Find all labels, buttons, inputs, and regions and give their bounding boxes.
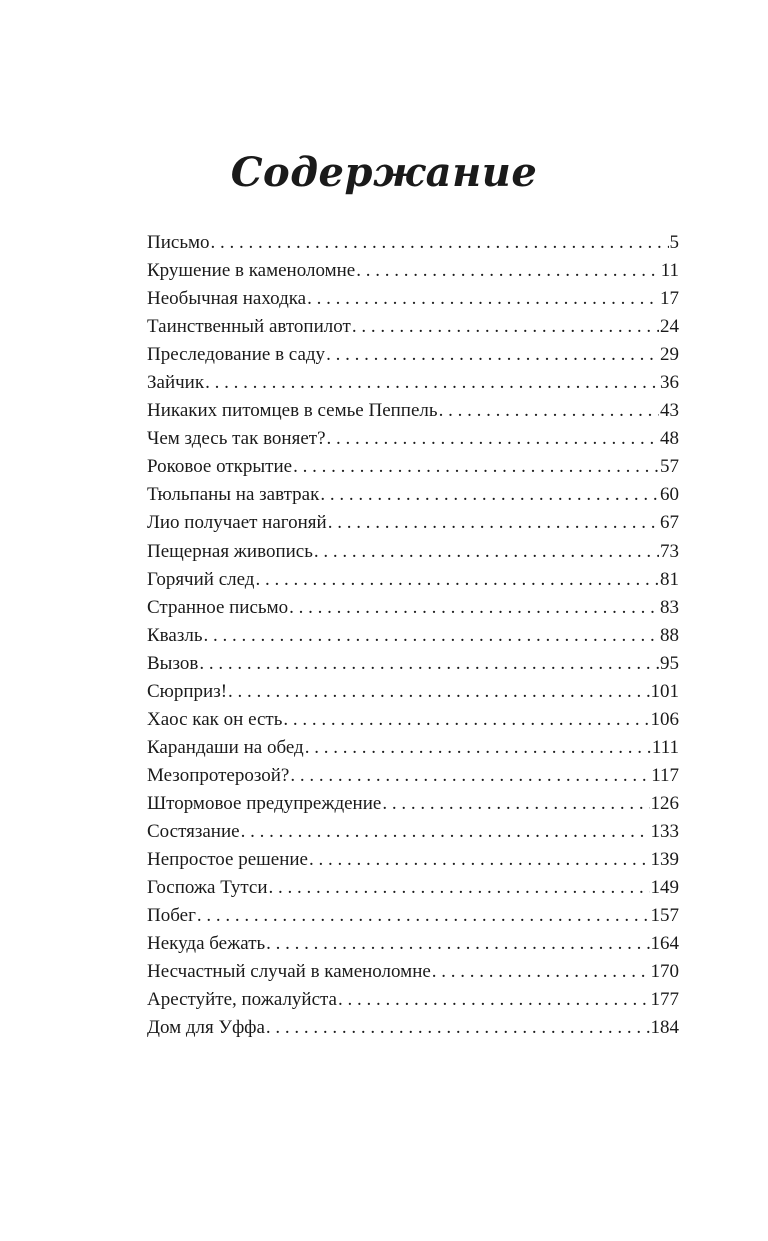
toc-entry xyxy=(147,509,679,537)
toc-entry-title: Роковое открытие xyxy=(147,456,293,478)
toc-entry xyxy=(147,902,679,930)
toc-entry-page-number: 73 xyxy=(660,540,679,562)
toc-entry-page-number: 60 xyxy=(660,484,679,506)
dot-leader xyxy=(314,538,659,566)
dot-leader xyxy=(211,229,669,257)
toc-entry-title: Зайчик xyxy=(147,372,205,394)
toc-entry-page-number: 17 xyxy=(660,288,679,310)
toc-entry-title: Дом для Уффа xyxy=(147,1017,265,1039)
toc-entry-title: Пещерная живопись xyxy=(147,540,313,562)
dot-leader xyxy=(307,285,659,313)
toc-entry xyxy=(147,762,679,790)
toc-entry xyxy=(147,986,679,1014)
toc-entry-title: Несчастный случай в каменоломне xyxy=(147,961,431,983)
toc-entry xyxy=(147,706,679,734)
toc-entry-page-number: 149 xyxy=(650,877,679,899)
toc-entry-page-number: 170 xyxy=(650,961,679,983)
toc-entry-page-number: 88 xyxy=(660,624,679,646)
toc-entry-page-number: 57 xyxy=(660,456,679,478)
dot-leader xyxy=(199,650,659,678)
toc-entry xyxy=(147,229,679,257)
toc-entry-title: Штормовое предупреждение xyxy=(147,792,382,814)
dot-leader xyxy=(255,566,659,594)
dot-leader xyxy=(266,1014,650,1042)
toc-entry-title: Квазль xyxy=(147,624,203,646)
dot-leader xyxy=(352,313,659,341)
toc-entry-page-number: 29 xyxy=(660,344,679,366)
toc-entry-page-number: 177 xyxy=(650,989,679,1011)
toc-entry-title: Письмо xyxy=(147,232,210,253)
dot-leader xyxy=(293,453,659,481)
dot-leader xyxy=(432,958,650,986)
toc-entry xyxy=(147,257,679,285)
toc-entry xyxy=(147,425,679,453)
dot-leader xyxy=(203,622,659,650)
toc-entry-title: Состязание xyxy=(147,820,240,842)
page-title: Содержание xyxy=(230,148,538,196)
toc-entry-title: Преследование в саду xyxy=(147,344,326,366)
toc-entry-title: Крушение в каменоломне xyxy=(147,260,356,282)
toc-entry xyxy=(147,790,679,818)
toc-entry xyxy=(147,397,679,425)
toc-entry xyxy=(147,622,679,650)
toc-entry-page-number: 139 xyxy=(650,849,679,871)
dot-leader xyxy=(289,594,659,622)
table-of-contents xyxy=(147,229,679,1042)
toc-entry-page-number: 106 xyxy=(650,708,679,730)
toc-entry xyxy=(147,678,679,706)
toc-entry-page-number: 67 xyxy=(660,512,679,534)
toc-entry-page-number: 111 xyxy=(651,736,679,758)
toc-entry-title: Необычная находка xyxy=(147,288,307,310)
toc-entry-title: Странное письмо xyxy=(147,596,289,618)
toc-entry xyxy=(147,369,679,397)
dot-leader xyxy=(338,986,650,1014)
dot-leader xyxy=(197,902,650,930)
toc-entry xyxy=(147,481,679,509)
toc-entry-page-number: 101 xyxy=(650,680,679,702)
dot-leader xyxy=(305,734,651,762)
toc-entry-page-number: 24 xyxy=(660,316,679,338)
dot-leader xyxy=(228,678,649,706)
dot-leader xyxy=(382,790,649,818)
toc-entry xyxy=(147,874,679,902)
toc-entry-title: Тюльпаны на завтрак xyxy=(147,484,320,506)
toc-entry-page-number: 133 xyxy=(650,820,679,842)
toc-entry-page-number: 11 xyxy=(660,260,679,282)
toc-entry-page-number: 81 xyxy=(660,568,679,590)
toc-entry-title: Хаос как он есть xyxy=(147,708,283,730)
toc-entry xyxy=(147,538,679,566)
dot-leader xyxy=(328,509,659,537)
dot-leader xyxy=(356,257,659,285)
toc-entry-title: Вызов xyxy=(147,652,199,674)
dot-leader xyxy=(283,706,649,734)
dot-leader xyxy=(326,341,659,369)
toc-entry-page-number: 157 xyxy=(650,905,679,927)
toc-entry-title: Сюрприз! xyxy=(147,680,228,702)
toc-entry-title: Никаких питомцев в семье Пеппель xyxy=(147,400,438,422)
toc-entry-title: Арестуйте, пожалуйста xyxy=(147,989,337,1011)
dot-leader xyxy=(290,762,650,790)
toc-entry xyxy=(147,341,679,369)
dot-leader xyxy=(439,397,659,425)
toc-entry xyxy=(147,958,679,986)
toc-entry-title: Лио получает нагоняй xyxy=(147,512,327,534)
toc-entry-page-number: 36 xyxy=(660,372,679,394)
dot-leader xyxy=(320,481,659,509)
toc-entry-page-number: 43 xyxy=(660,400,679,422)
toc-entry xyxy=(147,930,679,958)
toc-entry-page-number: 184 xyxy=(650,1017,679,1039)
dot-leader xyxy=(327,425,659,453)
dot-leader xyxy=(266,930,649,958)
dot-leader xyxy=(241,818,650,846)
toc-entry-page-number: 117 xyxy=(651,764,679,786)
toc-entry-title: Госпожа Тутси xyxy=(147,877,268,899)
toc-entry xyxy=(147,566,679,594)
toc-entry-page-number: 83 xyxy=(660,596,679,618)
toc-entry xyxy=(147,313,679,341)
dot-leader xyxy=(269,874,650,902)
toc-entry-title: Некуда бежать xyxy=(147,933,266,955)
toc-entry-page-number: 95 xyxy=(660,652,679,674)
toc-entry-title: Непростое решение xyxy=(147,849,308,871)
toc-entry-title: Чем здесь так воняет? xyxy=(147,428,326,450)
toc-entry xyxy=(147,846,679,874)
toc-entry-page-number: 126 xyxy=(650,792,679,814)
toc-entry xyxy=(147,818,679,846)
dot-leader xyxy=(205,369,659,397)
toc-entry xyxy=(147,650,679,678)
dot-leader xyxy=(309,846,650,874)
toc-entry-title: Побег xyxy=(147,905,196,927)
toc-entry-title: Мезопротерозой? xyxy=(147,764,290,786)
toc-entry xyxy=(147,1014,679,1042)
toc-entry xyxy=(147,594,679,622)
toc-entry xyxy=(147,285,679,313)
toc-entry-title: Горячий след xyxy=(147,568,255,590)
toc-entry-title: Карандаши на обед xyxy=(147,736,304,758)
toc-entry-page-number: 5 xyxy=(669,232,679,253)
toc-entry xyxy=(147,734,679,762)
toc-entry-title: Таинственный автопилот xyxy=(147,316,351,338)
toc-entry-page-number: 164 xyxy=(650,933,679,955)
toc-entry xyxy=(147,453,679,481)
toc-entry-page-number: 48 xyxy=(660,428,679,450)
